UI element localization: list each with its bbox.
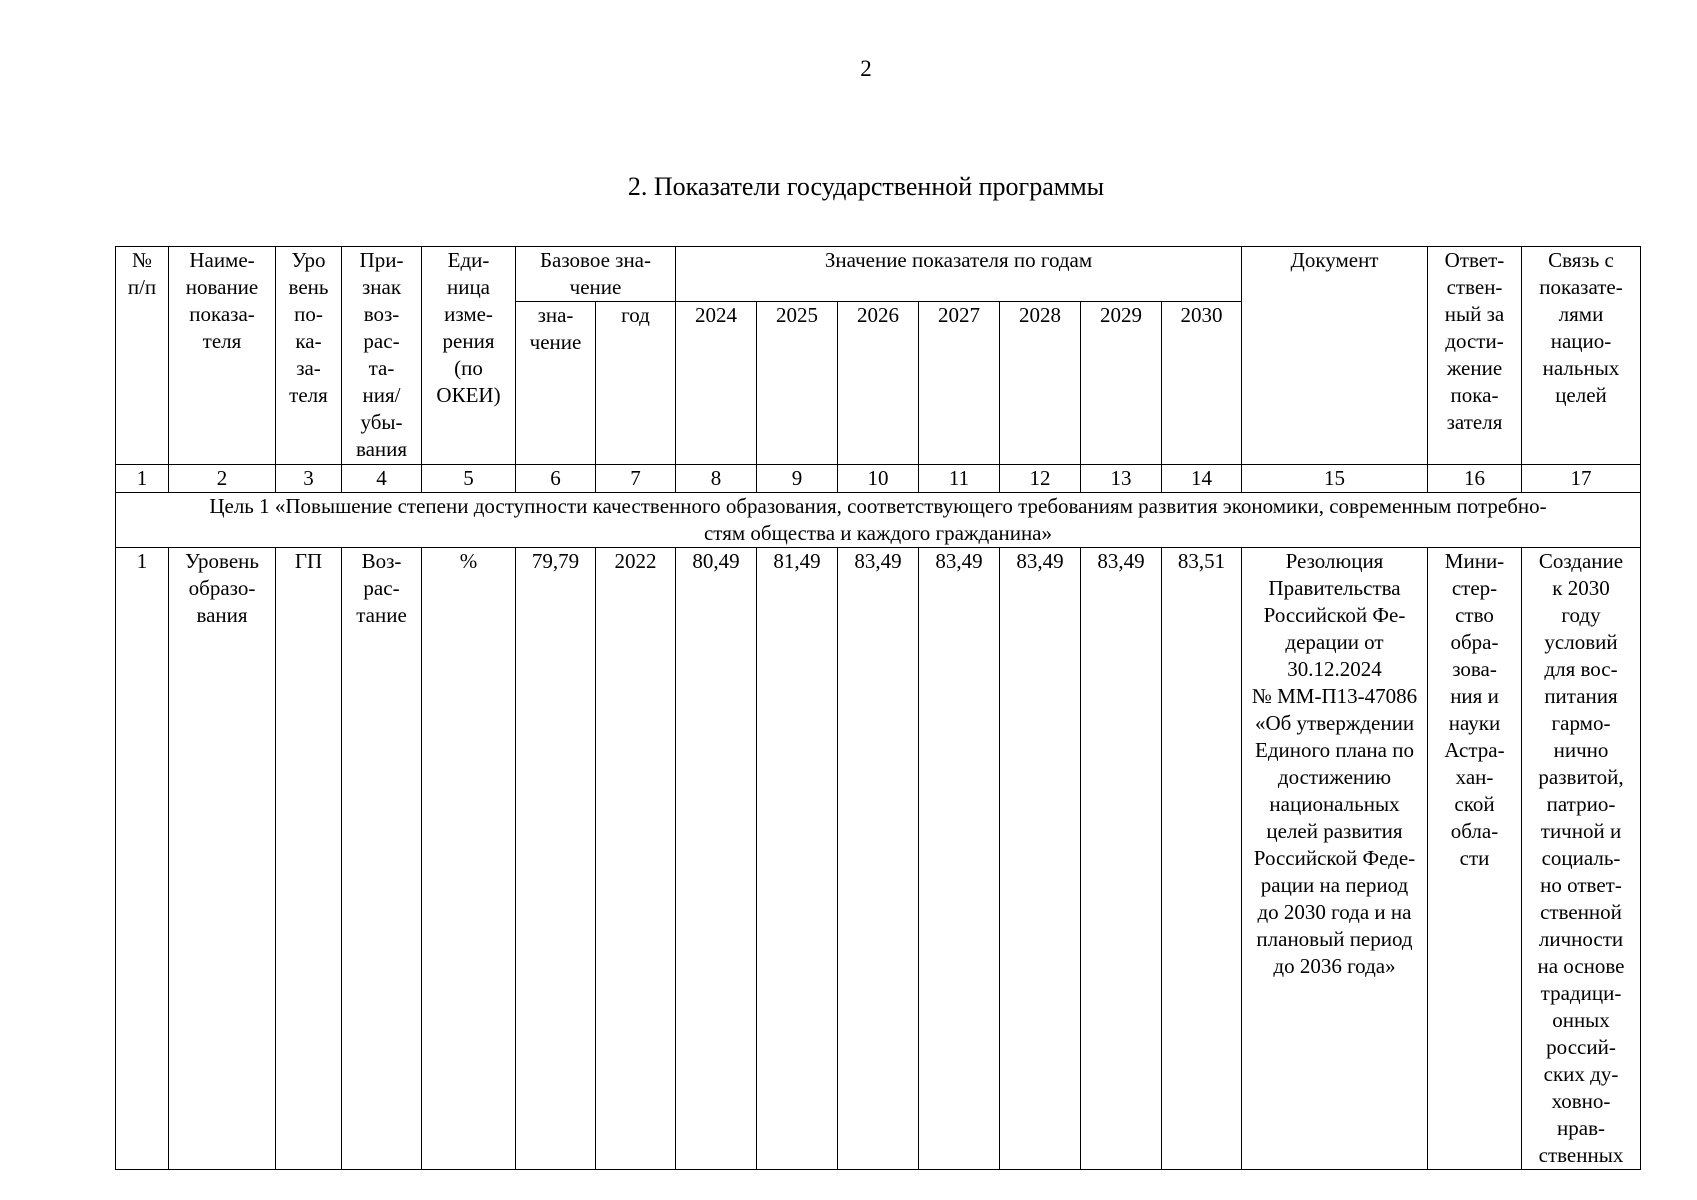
row-value-2027: 83,49 [919, 548, 1000, 1170]
header-years-group: Значение показателя по годам [676, 247, 1242, 302]
goal-text: Цель 1 «Повышение степени доступности качественного образования, соответствующего требованиям развития экономики, современным потребно- стям общества и каждого гражданина» [116, 493, 1641, 548]
column-number: 7 [596, 465, 676, 493]
header-year: 2028 [1000, 302, 1081, 465]
column-number: 10 [838, 465, 919, 493]
indicators-table [115, 246, 1641, 1170]
column-number: 5 [422, 465, 516, 493]
header-year: 2027 [919, 302, 1000, 465]
header-link: Связь с показате- лями нацио- нальных целей [1522, 247, 1641, 465]
column-number: 4 [342, 465, 422, 493]
column-numbers-row [116, 465, 1641, 493]
column-number: 1 [116, 465, 169, 493]
column-number: 16 [1428, 465, 1522, 493]
header-level: Уро вень по- ка- за- теля [276, 247, 342, 465]
column-number: 3 [276, 465, 342, 493]
column-number: 11 [919, 465, 1000, 493]
header-year: 2026 [838, 302, 919, 465]
row-value-2029: 83,49 [1081, 548, 1162, 1170]
column-number: 15 [1242, 465, 1428, 493]
header-year: 2024 [676, 302, 757, 465]
column-number: 6 [516, 465, 596, 493]
row-indicator-name: Уровень образо- вания [169, 548, 276, 1170]
header-sign: При- знак воз- рас- та- ния/ убы- вания [342, 247, 422, 465]
header-year: 2025 [757, 302, 838, 465]
row-no: 1 [116, 548, 169, 1170]
row-responsible: Мини- стер- ство обра- зова- ния и науки Астра- хан- ской обла- сти [1428, 548, 1522, 1170]
header-base: Базовое зна- чение [516, 247, 676, 302]
header-row-1 [116, 247, 1641, 302]
row-value-2026: 83,49 [838, 548, 919, 1170]
page-title: 2. Показатели государственной программы [627, 172, 1105, 201]
row-national-goals-link: Создание к 2030 году условий для вос- питания гармо- нично развитой, патрио- тичной и социаль- но ответ- ственной личности на основе традици- онных россий- ских ду- ховно- нрав- ственных [1522, 548, 1641, 1170]
row-value-2028: 83,49 [1000, 548, 1081, 1170]
row-base-value: 79,79 [516, 548, 596, 1170]
row-value-2030: 83,51 [1162, 548, 1242, 1170]
header-responsible: Ответ- ствен- ный за дости- жение пока- зателя [1428, 247, 1522, 465]
column-number: 13 [1081, 465, 1162, 493]
header-unit: Еди- ница изме- рения (по ОКЕИ) [422, 247, 516, 465]
row-unit: % [422, 548, 516, 1170]
header-name: Наиме- нование показа- теля [169, 247, 276, 465]
row-value-2024: 80,49 [676, 548, 757, 1170]
page-number: 2 [860, 56, 872, 81]
column-number: 9 [757, 465, 838, 493]
column-number: 2 [169, 465, 276, 493]
header-document: Документ [1242, 247, 1428, 465]
column-number: 8 [676, 465, 757, 493]
column-number: 12 [1000, 465, 1081, 493]
header-year: 2029 [1081, 302, 1162, 465]
table-row [116, 548, 1641, 1170]
row-sign: Воз- рас- тание [342, 548, 422, 1170]
row-value-2025: 81,49 [757, 548, 838, 1170]
column-number: 14 [1162, 465, 1242, 493]
goal-row [116, 493, 1641, 548]
row-document: Резолюция Правительства Российской Фе- дерации от 30.12.2024 № ММ-П13-47086 «Об утверждении Единого плана по достижению национальных целей развития Российской Феде- рации на период до 2030 года и на плановый период до 2036 года» [1242, 548, 1428, 1170]
header-no: № п/п [116, 247, 169, 465]
row-level: ГП [276, 548, 342, 1170]
row-base-year: 2022 [596, 548, 676, 1170]
header-base-year: год [596, 302, 676, 465]
header-year: 2030 [1162, 302, 1242, 465]
header-base-value: зна- чение [516, 302, 596, 465]
column-number: 17 [1522, 465, 1641, 493]
